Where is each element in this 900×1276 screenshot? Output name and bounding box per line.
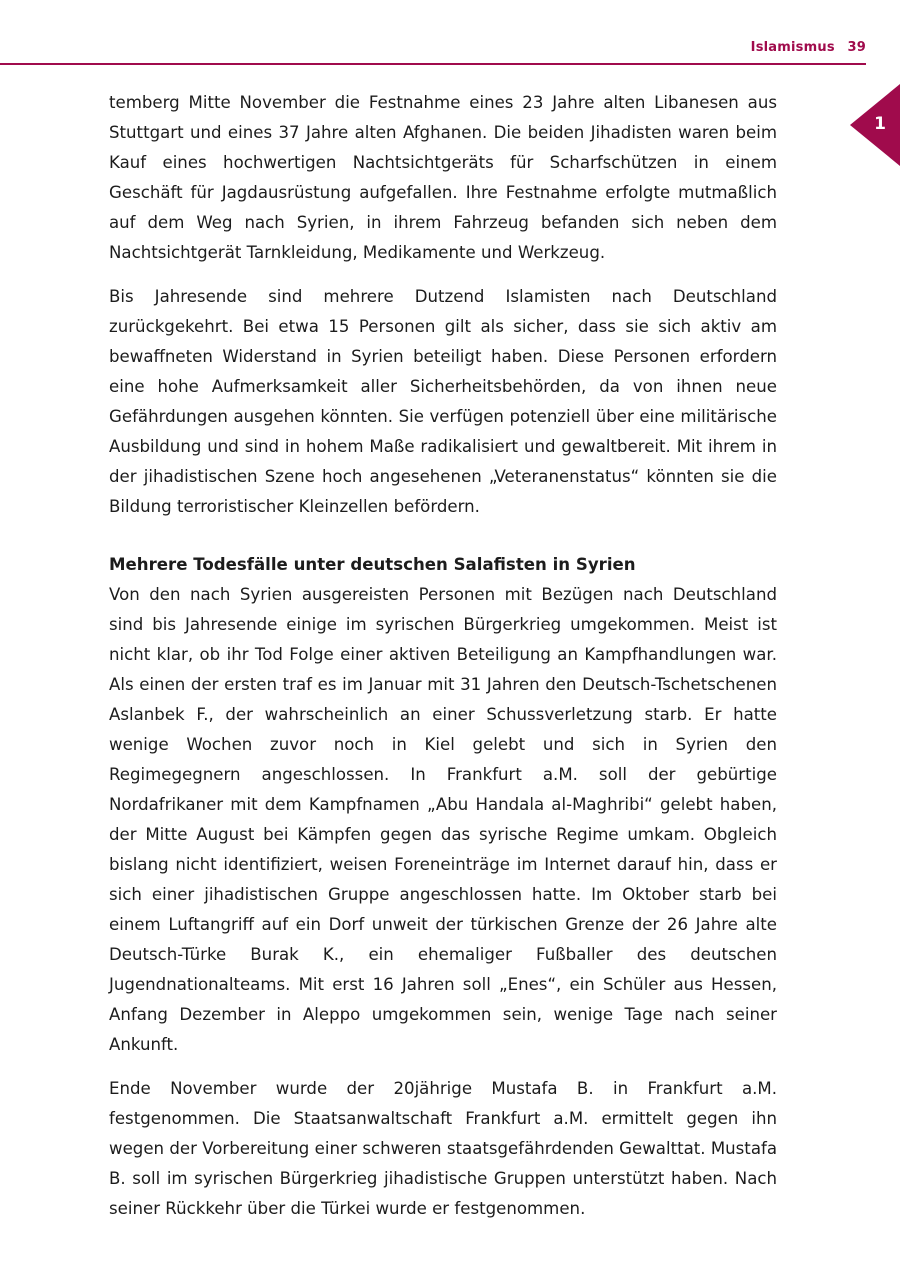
chapter-number: 1 (874, 114, 886, 134)
page-number: 39 (847, 40, 866, 55)
section-heading: Mehrere Todesfälle unter deutschen Salafisten in Syrien (109, 555, 636, 574)
paragraph-4: Ende November wurde der 20jährige Mustafa B. in Frankfurt a.M. festgenommen. Die Staatsanwaltschaft Frankfurt a.M. ermittelt gegen ihn wegen der Vorbereitung einer schweren staatsgefährdenden Gewalttat. Mustafa B. soll im syrischen Bürgerkrieg jihadistische Gruppen unterstützt haben. Nach seiner Rückkehr über die Türkei wurde er festgenommen. (109, 1079, 777, 1218)
running-header (751, 40, 866, 55)
paragraph-1: temberg Mitte November die Festnahme eines 23 Jahre alten Libanesen aus Stuttgart und eines 37 Jahre alten Afghanen. Die beiden Jihadisten waren beim Kauf eines hochwertigen Nachtsichtgeräts für Scharfschützen in einem Geschäft für Jagdausrüstung aufgefallen. Ihre Festnahme erfolgte mutmaßlich auf dem Weg nach Syrien, in ihrem Fahrzeug befanden sich neben dem Nachtsichtgerät Tarnkleidung, Medikamente und Werkzeug. (109, 93, 777, 262)
section-title: Islamismus (750, 40, 835, 55)
paragraph-2: Bis Jahresende sind mehrere Dutzend Islamisten nach Deutschland zurückgekehrt. Bei etwa 15 Personen gilt als sicher, dass sie sich aktiv am bewaffneten Widerstand in Syrien beteiligt haben. Diese Personen erfordern eine hohe Aufmerksamkeit aller Sicherheitsbehörden, da von ihnen neue Gefährdungen ausgehen könnten. Sie verfügen potenziell über eine militärische Ausbildung und sind in hohem Maße radikalisiert und gewaltbereit. Mit ihrem in der jihadistischen Szene hoch angesehenen „Veteranenstatus“ könnten sie die Bildung terroristischer Kleinzellen befördern. (109, 287, 777, 516)
paragraph-3: Von den nach Syrien ausgereisten Personen mit Bezügen nach Deutschland sind bis Jahresende einige im syrischen Bürgerkrieg umgekommen. Meist ist nicht klar, ob ihr Tod Folge einer aktiven Beteiligung an Kampfhandlungen war. Als einen der ersten traf es im Januar mit 31 Jahren den Deutsch-Tschetschenen Aslanbek F., der wahrscheinlich an einer Schussverletzung starb. Er hatte wenige Wochen zuvor noch in Kiel gelebt und sich in Syrien den Regimegegnern angeschlossen. In Frankfurt a.M. soll der gebürtige Nordafrikaner mit dem Kampfnamen „Abu Handala al-Maghribi“ gelebt haben, der Mitte August bei Kämpfen gegen das syrische Regime umkam. Obgleich bislang nicht identifiziert, weisen Foreneinträge im Internet darauf hin, dass er sich einer jihadistischen Gruppe angeschlossen hatte. Im Oktober starb bei einem Luftangriff auf ein Dorf unweit der türkischen Grenze der 26 Jahre alte Deutsch-Türke Burak K., ein ehemaliger Fußballer des deutschen Jugendnationalteams. Mit erst 16 Jahren soll „Enes“, ein Schüler aus Hessen, Anfang Dezember in Aleppo umgekommen sein, wenige Tage nach seiner Ankunft. (109, 585, 777, 1054)
main-text (109, 88, 777, 1224)
header-rule (0, 63, 866, 65)
